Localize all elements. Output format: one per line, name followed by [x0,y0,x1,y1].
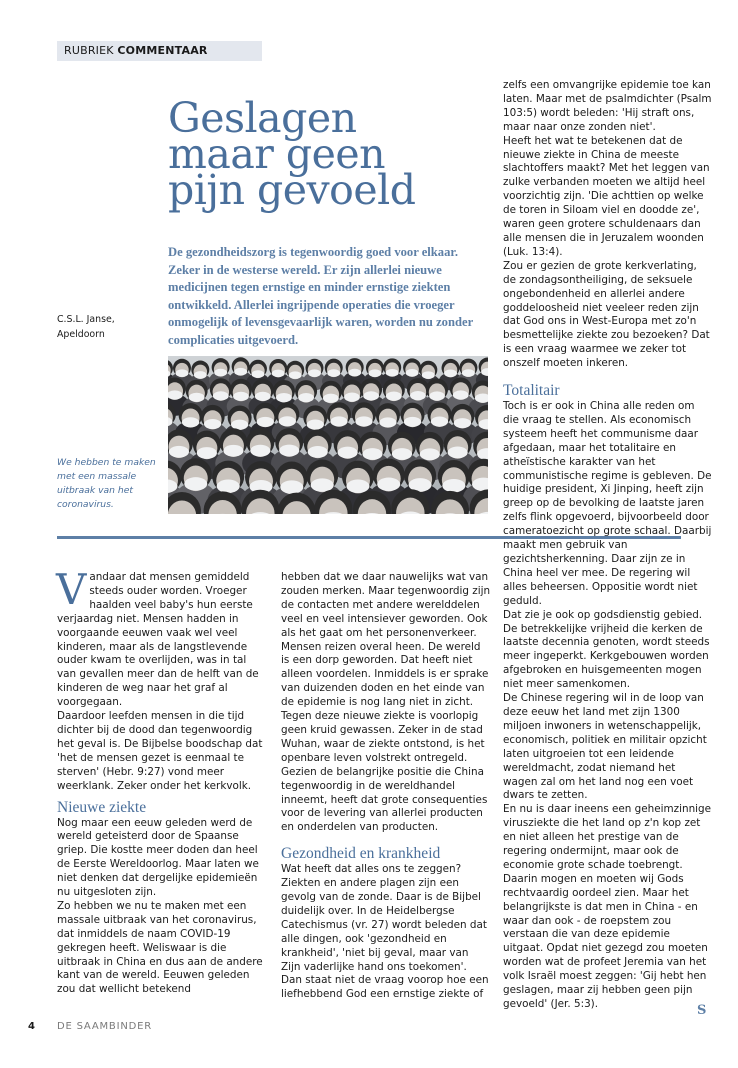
face-mask [279,445,299,457]
face-mask [194,371,207,379]
face-mask [234,368,247,376]
face-mask [189,393,205,402]
face-mask [410,391,426,400]
paragraph: Dan staat niet de vraag voorop hoe een liefhebbend God een ernstige ziekte of [281,974,489,1001]
text-column-3 [503,79,713,1012]
paragraph: Nog maar een eeuw geleden werd de wereld geteisterd door de Spaanse griep. Die kostte meer doden dan heel de Eerste Wereldoorlog. Maar laten we niet denken dat dergelijke epidemieën nu uitgesloten zijn. [57,816,259,899]
face-mask [279,416,296,426]
paragraph: Toch is er ook in China alle reden om die vraag te stellen. Als economisch systeem heeft het communisme daar afgedaan, maar het totalitaire en atheïstische karakter van het communistische regime is gebleven. De huidige president, Xi Jinping, heeft zijn greep op de bevolking de laatste jaren zelfs flink opgevoerd, bijvoorbeeld door cameratoezicht op grote schaal. Daarbij maakt men gebruik van gezichtsherkenning. Daar zijn ze in China heel ver mee. De regering wil alles beheersen. Oppositie wordt niet geduld. [503,400,712,607]
paragraph: En nu is daar ineens een geheimzinnige virusziekte die het land op z'n kop zet en niet alleen het prestige van de regering ondermijnt, maar ook de economie grote schade toebrengt. Daarin mogen en moeten wij Gods rechtvaardig oordeel zien. Maar het belangrijkste is dat men in China - en waar dan ook - de roepstem zou verstaan die van deze epidemie uitgaat. Opdat niet gezegd zou moeten worden wat de profeet Jeremia van het volk Israël moest zeggen: 'Gij hebt hen geslagen, maar zij hebben geen pijn gevoeld' (Jer. 5:3). [503,803,712,1010]
face-mask [250,445,270,457]
face-mask [214,369,227,377]
paragraph: Zo hebben we nu te maken met een massale uitbraak van het coronavirus, dat inmiddels de naam COVID-19 gekregen heeft. Weliswaar is die uitbraak in China en dus aan de andere kant van de wereld. Eeuwen geleden zou dat wellicht betekend [57,899,263,996]
crowd-photo [168,356,488,514]
paragraph: zelfs een omvangrijke epidemie toe kan laten. Maar met de psalmdichter (Psalm 103:5) wordt beleden: 'Hij straft ons, maar naar onze zonden niet'. [503,79,712,133]
face-mask [184,477,207,490]
title-line: pijn gevoeld [168,166,416,214]
face-mask [169,446,189,458]
subheading: Gezondheid en krankheid [281,845,441,863]
face-mask [379,417,396,427]
title-line: Geslagen [168,94,357,142]
subheading: Nieuwe ziekte [57,798,147,816]
face-mask [392,448,412,460]
face-mask [175,369,188,377]
end-mark-icon: S [697,1003,707,1018]
face-mask [346,480,369,493]
section-name: COMMENTAAR [117,44,208,57]
face-mask [338,447,358,459]
face-mask [251,370,264,378]
face-mask [255,392,271,401]
crowd-illustration [168,356,488,514]
drop-cap: V [56,565,87,614]
subheading: Totalitair [503,382,560,400]
magazine-name: DE SAAMBINDER [57,1021,152,1032]
paragraph: Daardoor leefden mensen in die tijd dichter bij de dood dan tegenwoordig het geval is. De Bijbelse boodschap dat 'het de mensen gezet is eenmaal te sterven' (Hebr. 9:27) vond meer weerklank. Zeker onder het kerkvolk. [57,710,263,792]
face-mask [231,420,248,430]
face-mask [327,369,340,377]
face-mask [362,448,382,460]
face-mask [422,371,435,379]
face-mask [431,417,448,427]
face-mask [280,480,303,493]
text-column-2 [281,571,491,1002]
face-mask [257,417,274,427]
photo-caption: We hebben te maken met een massale uitbraak van het coronavirus. [57,457,156,510]
text-column-1 [56,565,267,997]
face-mask [453,390,469,399]
face-mask [330,416,347,426]
face-mask [444,370,457,378]
paragraph: Zou er gezien de grote kerkverlating, de zondagsontheiliging, de seksuele ongebondenheid en allerlei andere goddeloosheid niet veeleer reden zijn dat God ons in West-Europa met zo'n besmettelijke ziekte zou bezoeken? Dat is een vraag waarmee we zeker tot onszelf moeten inkeren. [503,259,710,370]
face-mask [223,445,243,457]
face-mask [404,417,421,427]
face-mask [233,392,249,401]
title-line: maar geen [168,130,386,178]
face-mask [311,478,334,491]
face-mask [462,369,475,377]
paragraph: hebben dat we daar nauwelijks wat van zouden merken. Maar tegenwoordig zijn de contacten met andere werelddelen veel en veel intensiever geworden. Ook als het gaat om het personenverkeer. Mensen reizen overal heen. De wereld is een dorp geworden. Dat heeft niet alleen voordelen. Inmiddels is er sprake van duizenden doden en het einde van de epidemie is nog lang niet in zicht. Tegen deze nieuwe ziekte is voorlopig geen kruid gewassen. Zeker in de stad Wuhan, waar de ziekte ontstond, is het openbare leven volstrekt ontregeld. Gezien de belangrijke positie die China tegenwoordig in de wereldhandel inneemt, heeft dat grote consequenties voor de levering van allerlei producten en onderdelen van producten. [281,571,491,834]
face-mask [355,416,372,426]
author-place: Apeldoorn [57,329,105,340]
author-name: C.S.L. Janse, [57,314,115,325]
section-prefix: RUBRIEK [64,44,114,57]
face-mask [217,479,240,492]
face-mask [276,393,292,402]
face-mask [348,369,361,377]
face-mask [298,393,314,402]
article-intro: De gezondheidszorg is tegenwoordig goed voor elkaar. Zeker in de westerse wereld. Er zijn allerlei nieuwe medicijnen tegen ernstige en minder ernstige ziekten ontwikkeld. Allerlei ingrijpende operaties die vroeger onmogelijk of levensgevaarlijk waren, worden nu zonder complicaties uitgevoerd. [168,245,473,347]
face-mask [182,417,199,427]
face-mask [429,391,445,400]
paragraph: De Chinese regering wil in de loop van deze eeuw het land met zijn 1300 miljoen inwoners in wetenschappelijk, economisch, politiek en militair opzicht laten uitgroeien tot een leidende wereldmacht, zodat niemand het wagen zal om het land nog een voet dwars te zetten. [503,692,707,802]
paragraph: Vandaar dat mensen gemiddeld steeds ouder worden. Vroeger haalden veel baby's hun eerste verjaardag niet. Mensen hadden in voorgaande eeuwen vaak wel veel kinderen, maar als de langstlevende ouder kwam te overlijden, was in tal van gevallen meer dan de helft van de kinderen de weg naar het graf al voorgegaan. [56,565,259,709]
section-label [57,41,262,61]
face-mask [213,391,229,400]
face-mask [406,369,419,377]
face-mask [272,370,285,378]
face-mask [420,448,440,460]
paragraph: Heeft het wat te betekenen dat de nieuwe ziekte in China de meeste slachtoffers maakt? Met het leggen van zulke verbanden moeten we altijd heel voorzichtig zijn. 'Die achttien op welke de toren in Siloam viel en doodde ze', waren geen grotere schuldenaars dan alle mensen die in Jeruzalem woonden (Luk. 13:4). [503,134,710,258]
face-mask [323,394,339,403]
page-number: 4 [28,1021,35,1032]
face-mask [308,369,321,377]
face-mask [377,478,400,491]
face-mask [204,419,221,429]
article-title [168,94,488,214]
face-mask [386,369,399,377]
paragraph: Wat heeft dat alles ons te zeggen? Ziekten en andere plagen zijn een gevolg van de zonde. Daar is de Bijbel duidelijk over. In de Heidelbergse Catechismus (vr. 27) wordt beleden dat alle dingen, ook 'gezondheid en krankheid', 'niet bij geval, maar van Zijn vaderlijke hand ons toekomen'. [281,863,487,973]
face-mask [307,420,324,430]
face-mask [197,447,217,459]
author-byline [57,312,157,342]
face-mask [442,479,465,492]
face-mask [289,371,302,379]
face-mask [448,447,468,459]
face-mask [344,393,360,402]
face-mask [386,392,402,401]
face-mask [363,391,379,400]
face-mask [454,418,471,428]
face-mask [308,446,328,458]
paragraph: Dat zie je ook op godsdienstig gebied. De betrekkelijke vrijheid die kerken de laatste decennia genoten, wordt steeds meer ingeperkt. Kerkgebouwen worden afgebroken en huisgemeenten mogen niet meer samenkomen. [503,608,710,691]
face-mask [368,369,381,377]
